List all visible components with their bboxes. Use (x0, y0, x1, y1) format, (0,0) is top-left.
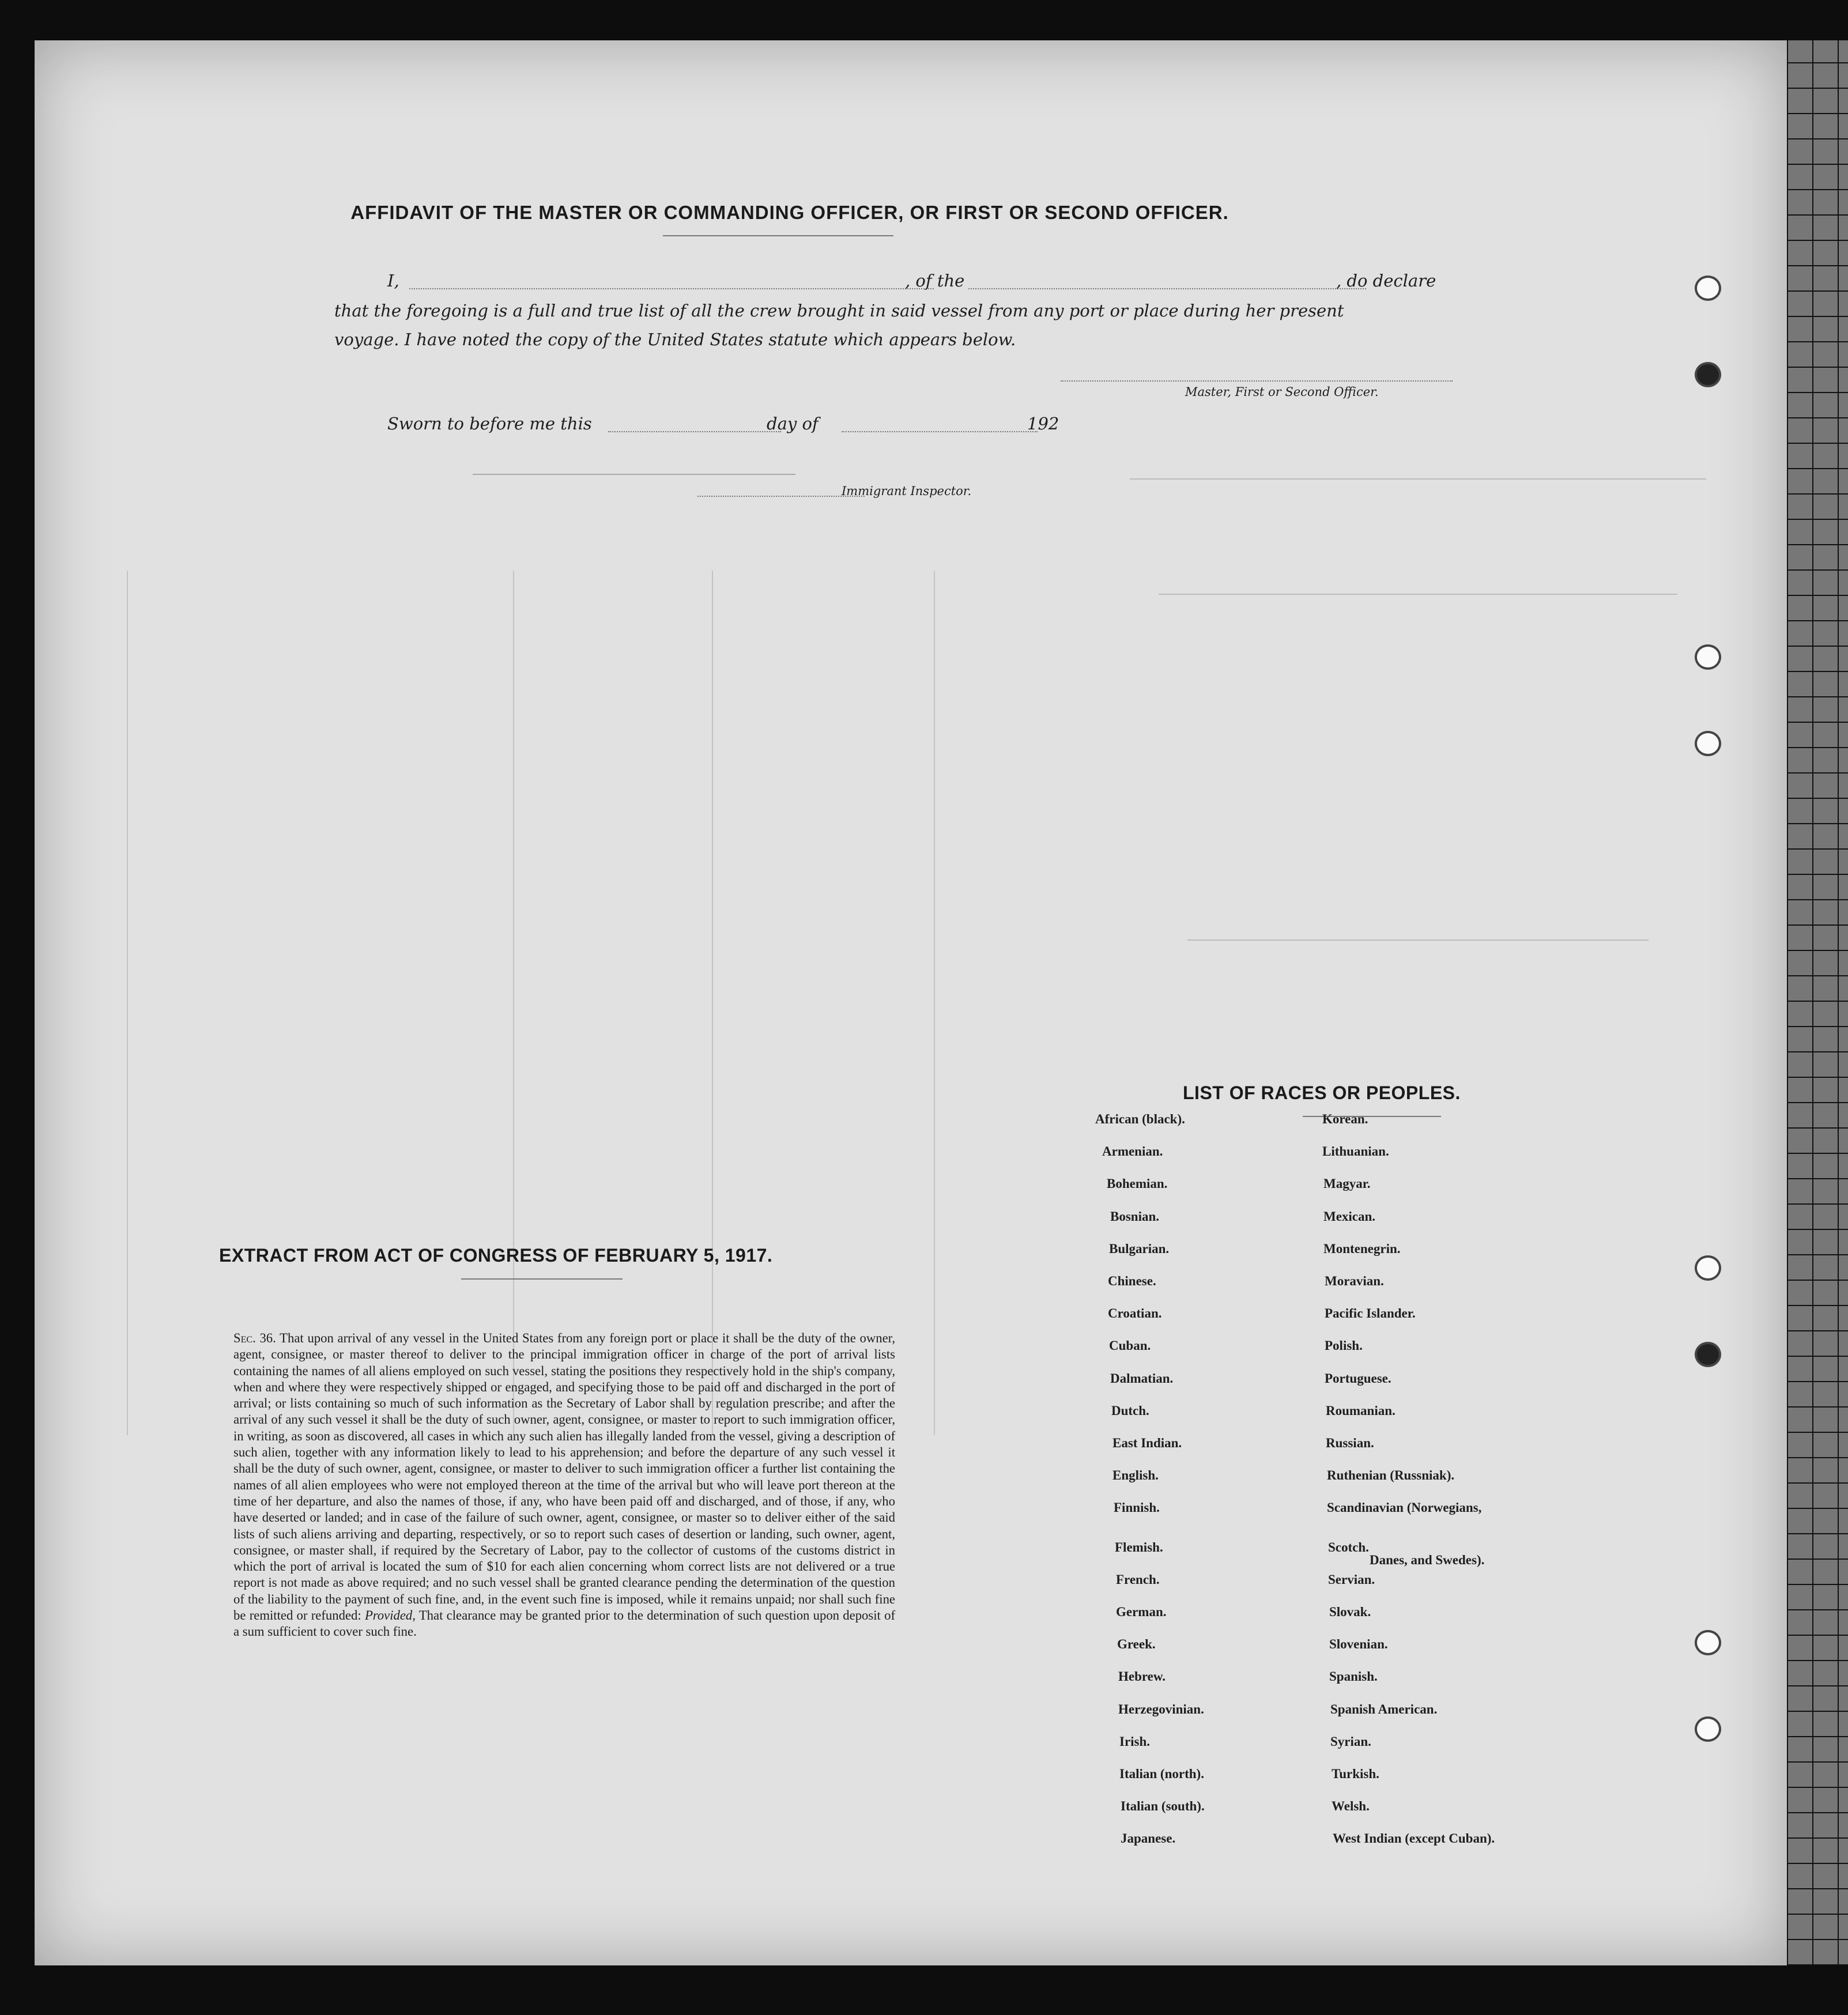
year-label: 192 (1027, 414, 1059, 433)
race-item: Roumanian. (1326, 1403, 1396, 1418)
sworn-label: Sworn to before me this (387, 414, 592, 433)
race-item: German. (1116, 1605, 1167, 1619)
race-item: African (black). (1095, 1112, 1185, 1126)
statute-body-part-1: That upon arrival of any vessel in the United States from any foreign port or place it shall be the duty of the owner, agent, consignee, or master thereof to deliver to the principal immigration officer in charge of the port of arrival lists containing the names of all aliens employed on such vessel, stating the positions they respectively hold in the ship's company, when and where they were respectively shipped or engaged, and specifying those to be paid off and discharged in the port of arrival; or lists containing so much of such information as the Secretary of Labor shall by regulation prescribe; and after the arrival of any such vessel it shall be the duty of such owner, agent, consignee, or master to report to such immigration officer, in writing, as soon as discovered, all cases in which any such alien has illegally landed from the vessel, giving a description of such alien, together with any information likely to lead to his apprehension; and before the departure of any such vessel it shall be the duty of such owner, agent, consignee, or master to deliver to such immigration officer a further list containing the names of all alien employees who were not employed thereon at the time of the arrival but who will leave port thereon at the time of her departure, and also the names of those, if any, who have been paid off and discharged, and of those, if any, who have deserted or landed; and in case of the failure of such owner, agent, consignee, or master so to deliver either of the said lists of such aliens arriving and departing, respectively, or so to report such cases of desertion or landing, such owner, agent, consignee, or master shall, if required by the Secretary of Labor, pay to the collector of customs of the customs district in which the port of arrival is located the sum of $10 for each alien concerning whom correct lists are not delivered or a true report is not made as above required; and no such vessel shall be granted clearance pending the determination of the question of the liability to the payment of such fine, and, in the event such fine is imposed, while it remains unpaid; nor shall such fine be remitted or refunded: (233, 1331, 895, 1623)
race-item: Slovak. (1329, 1605, 1371, 1619)
statute-body-part-2: That clearance may be granted prior to the determination of such question upon deposit of a sum sufficient to cover such fine. (233, 1608, 896, 1639)
race-item: Bohemian. (1107, 1176, 1168, 1191)
race-item: Welsh. (1332, 1799, 1370, 1814)
race-item: Russian. (1326, 1436, 1374, 1450)
race-item: Scandinavian (Norwegians, (1327, 1500, 1482, 1515)
signature-label: Master, First or Second Officer. (1185, 385, 1379, 399)
race-item: Herzegovinian. (1118, 1701, 1204, 1716)
section-label: Sec. 36. (233, 1331, 276, 1345)
show-through-line (1159, 594, 1677, 595)
race-item: Magyar. (1323, 1176, 1371, 1191)
signature-blank (1061, 380, 1453, 382)
race-item: Portuguese. (1325, 1371, 1391, 1386)
race-item: English. (1112, 1468, 1159, 1483)
name-blank (409, 288, 934, 289)
extract-underline (461, 1278, 623, 1280)
race-item: Flemish. (1115, 1539, 1163, 1554)
affidavit-i-label: I, (387, 271, 399, 290)
race-item: Mexican. (1323, 1209, 1376, 1224)
race-item: Spanish. (1329, 1669, 1378, 1684)
race-item: Servian. (1328, 1572, 1375, 1587)
day-of-label: day of (767, 414, 819, 433)
race-item: Finnish. (1114, 1500, 1160, 1515)
race-item: Italian (south). (1121, 1799, 1205, 1814)
race-item: Hebrew. (1118, 1669, 1166, 1684)
affidavit-of-the-label: , of the (905, 271, 965, 290)
affidavit-line-3: voyage. I have noted the copy of the United States statute which appears below. (334, 330, 1016, 349)
title-underline (663, 235, 893, 236)
race-item: Slovenian. (1329, 1637, 1388, 1652)
race-item: Dutch. (1111, 1403, 1149, 1418)
race-item: Montenegrin. (1323, 1241, 1401, 1256)
race-item: Croatian. (1108, 1306, 1162, 1321)
punch-hole (1695, 1716, 1721, 1742)
affidavit-declare-label: , do declare (1336, 271, 1436, 290)
race-item: Japanese. (1121, 1831, 1176, 1846)
races-heading: LIST OF RACES OR PEOPLES. (1183, 1082, 1461, 1103)
adjacent-page-edge (1787, 40, 1848, 1965)
race-item: Syrian. (1330, 1734, 1371, 1749)
race-scandinavian-line-2: Danes, and Swedes). (1370, 1553, 1485, 1567)
inspector-label: Immigrant Inspector. (842, 484, 972, 498)
race-item: Italian (north). (1119, 1767, 1204, 1781)
show-through-line (1130, 478, 1706, 480)
race-item: Armenian. (1102, 1144, 1163, 1159)
race-item: Dalmatian. (1110, 1371, 1174, 1386)
sworn-month-blank (842, 431, 1038, 432)
separator-rule (473, 474, 795, 475)
inspector-signature-blank (697, 496, 865, 497)
punch-hole (1695, 731, 1721, 756)
race-item: Scotch. (1328, 1539, 1369, 1554)
show-through-line (127, 571, 128, 1435)
punch-hole (1695, 1342, 1721, 1367)
race-item: Greek. (1117, 1637, 1156, 1652)
punch-hole (1695, 644, 1721, 670)
race-item: Spanish American. (1330, 1701, 1438, 1716)
affidavit-line-2: that the foregoing is a full and true list of all the crew brought in said vessel from any port or place during her present (334, 301, 1344, 320)
race-item: Moravian. (1325, 1274, 1384, 1288)
race-item: Ruthenian (Russniak). (1327, 1468, 1455, 1483)
show-through-line (934, 571, 935, 1435)
provided-word: Provided, (364, 1608, 416, 1623)
punch-hole (1695, 1255, 1721, 1281)
extract-heading: EXTRACT FROM ACT OF CONGRESS OF FEBRUARY 5, 1917. (219, 1245, 773, 1266)
race-item: Lithuanian. (1322, 1144, 1389, 1159)
affidavit-title: AFFIDAVIT OF THE MASTER OR COMMANDING OFFICER, OR FIRST OR SECOND OFFICER. (350, 202, 1229, 223)
race-item: Bosnian. (1110, 1209, 1160, 1224)
manifest-page-back (35, 40, 1787, 1965)
sworn-day-blank (608, 431, 781, 432)
race-item: Cuban. (1109, 1338, 1151, 1353)
race-item: Irish. (1119, 1734, 1151, 1749)
race-item: Bulgarian. (1109, 1241, 1170, 1256)
punch-hole (1695, 1630, 1721, 1655)
race-item: West Indian (except Cuban). (1333, 1831, 1495, 1846)
race-item: Turkish. (1332, 1767, 1379, 1781)
show-through-line (1187, 939, 1649, 941)
race-item: French. (1116, 1572, 1160, 1587)
race-item: Polish. (1325, 1338, 1363, 1353)
show-through-line (712, 571, 713, 1435)
race-item: East Indian. (1112, 1436, 1182, 1450)
race-item: Chinese. (1108, 1274, 1156, 1288)
punch-hole (1695, 276, 1721, 301)
race-item: Pacific Islander. (1325, 1306, 1416, 1321)
show-through-line (513, 571, 514, 1435)
punch-hole (1695, 362, 1721, 387)
statute-text (233, 1330, 895, 1640)
vessel-blank (968, 288, 1366, 289)
race-item: Korean. (1322, 1112, 1368, 1126)
